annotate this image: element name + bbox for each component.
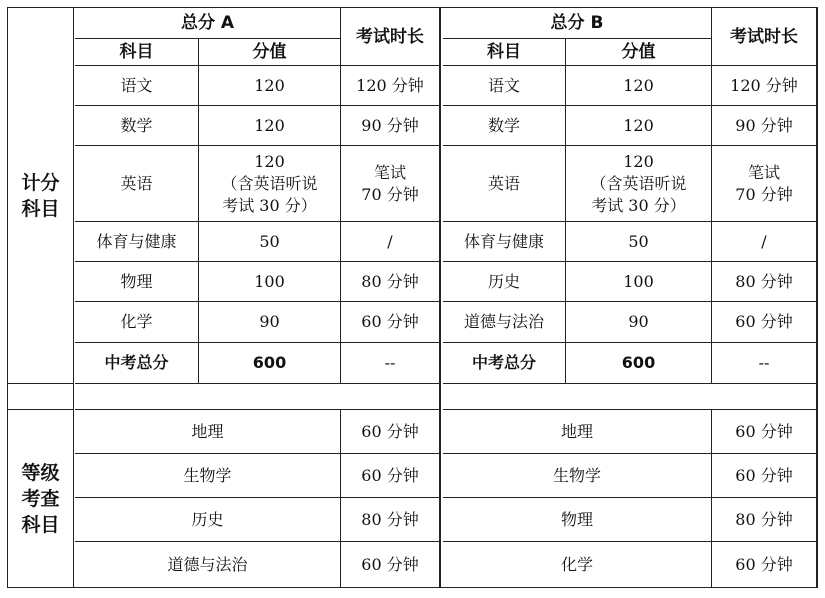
table_a-graded-duration: 60 分钟 bbox=[361, 465, 419, 485]
table_a-duration-line: 70 分钟 bbox=[361, 184, 419, 204]
table_a-graded-subject: 历史 bbox=[191, 509, 224, 529]
table_a-total-score: 600 bbox=[252, 353, 287, 372]
graded-label-line-3: 科目 bbox=[21, 513, 60, 536]
table_a-graded-duration-cell bbox=[341, 410, 440, 454]
table_b-graded-duration-cell bbox=[712, 542, 817, 587]
table_b-col-subject-text: 科目 bbox=[487, 42, 521, 62]
table_b-spacer-row bbox=[443, 384, 817, 410]
table_a-subject-cell bbox=[75, 222, 199, 262]
table_b-subject: 道德与法治 bbox=[463, 312, 544, 331]
table_b-duration: 80 分钟 bbox=[735, 271, 793, 291]
table_a-score-cell bbox=[199, 66, 341, 106]
table_b-col-score-text: 分值 bbox=[621, 42, 656, 62]
spacer-label-cell bbox=[8, 384, 74, 410]
table_b-duration-cell bbox=[712, 222, 817, 262]
table_b-graded-subject-cell bbox=[443, 410, 712, 454]
table_b-total-label: 中考总分 bbox=[471, 353, 536, 372]
table_b-score-line: 考试 30 分） bbox=[591, 195, 686, 215]
table_a-duration-cell bbox=[341, 302, 440, 343]
table_a-subject: 数学 bbox=[120, 115, 153, 135]
table_b-duration-line: 笔试 bbox=[747, 162, 780, 182]
table_a-subject-cell bbox=[75, 106, 199, 146]
table_b-title bbox=[443, 8, 712, 39]
table_a-col-duration-text: 考试时长 bbox=[356, 26, 424, 47]
table_a-duration-cell bbox=[341, 146, 440, 222]
table_a-title bbox=[75, 8, 341, 39]
table_b-graded-duration: 60 分钟 bbox=[735, 421, 793, 441]
table_a-subject: 物理 bbox=[120, 271, 153, 291]
table_a-score-line: （含英语听说 bbox=[221, 173, 318, 193]
table_b-subject: 数学 bbox=[487, 115, 520, 135]
table_a-graded-subject-cell bbox=[75, 410, 341, 454]
table_a-total-duration-cell bbox=[341, 343, 440, 384]
table_a-score-cell bbox=[199, 302, 341, 343]
table_b-graded-subject: 地理 bbox=[560, 421, 593, 441]
table_a-col-score-text: 分值 bbox=[252, 42, 287, 62]
table_b-score: 120 bbox=[623, 75, 654, 95]
scored-label-line-2: 科目 bbox=[21, 197, 60, 220]
table_a-score-line: 120 bbox=[254, 151, 285, 171]
table_a-score: 90 bbox=[259, 312, 280, 331]
table_a-subject-cell bbox=[75, 302, 199, 343]
table_b-score-cell bbox=[566, 262, 712, 302]
section-divider bbox=[440, 8, 442, 587]
table_a-score: 120 bbox=[254, 75, 285, 95]
table_b-score: 100 bbox=[623, 271, 654, 291]
table_a-graded-duration-cell bbox=[341, 454, 440, 498]
table_b-graded-duration: 60 分钟 bbox=[735, 465, 793, 485]
table_a-graded-duration-cell bbox=[341, 542, 440, 587]
table_a-graded-subject: 生物学 bbox=[183, 465, 232, 485]
table_b-total-duration-cell bbox=[712, 343, 817, 384]
table_b-score-cell bbox=[566, 302, 712, 343]
table_a-total-label-cell bbox=[75, 343, 199, 384]
table_a-title-text: 总分 A bbox=[180, 13, 235, 33]
table_b-duration-cell bbox=[712, 106, 817, 146]
table_a-score-cell bbox=[199, 262, 341, 302]
table_b-subject: 语文 bbox=[487, 75, 520, 95]
table_b-col-duration bbox=[712, 8, 817, 66]
scored-subjects-label bbox=[8, 8, 74, 384]
table_a-total-duration: -- bbox=[384, 353, 396, 372]
graded-label-line-2: 考查 bbox=[21, 487, 60, 510]
table_a-subject: 英语 bbox=[120, 173, 153, 193]
table_b-score-cell bbox=[566, 66, 712, 106]
table_b-subject: 英语 bbox=[487, 173, 520, 193]
table_b-graded-duration-cell bbox=[712, 454, 817, 498]
table_b-subject-cell bbox=[443, 146, 566, 222]
table_a-subject: 化学 bbox=[120, 312, 153, 331]
table_a-subject-cell bbox=[75, 66, 199, 106]
table_b-duration-line: 70 分钟 bbox=[735, 184, 793, 204]
table_b-subject-cell bbox=[443, 222, 566, 262]
table_a-duration: / bbox=[387, 231, 393, 251]
table_b-subject-cell bbox=[443, 106, 566, 146]
table_b-duration-cell bbox=[712, 302, 817, 343]
table_a-subject: 体育与健康 bbox=[96, 231, 177, 251]
table_a-score-line: 考试 30 分） bbox=[222, 195, 317, 215]
table_a-col-subject-text: 科目 bbox=[119, 42, 154, 62]
table_a-subject-cell bbox=[75, 262, 199, 302]
table_b-total-duration: -- bbox=[758, 353, 770, 372]
table_b-graded-subject: 生物学 bbox=[552, 465, 601, 485]
table_b-score: 50 bbox=[628, 231, 649, 251]
table_b-duration: 120 分钟 bbox=[730, 75, 798, 95]
table_b-duration-cell bbox=[712, 66, 817, 106]
table_b-subject: 体育与健康 bbox=[463, 231, 544, 251]
table_b-graded-subject: 化学 bbox=[560, 554, 593, 574]
table_b-subject-cell bbox=[443, 262, 566, 302]
table_a-score-cell bbox=[199, 222, 341, 262]
table_a-score: 50 bbox=[259, 231, 280, 251]
table_a-duration-line: 笔试 bbox=[373, 162, 406, 182]
table_b-graded-subject: 物理 bbox=[560, 509, 593, 529]
scored-label-line-1: 计分 bbox=[21, 171, 60, 194]
table_a-duration-cell bbox=[341, 262, 440, 302]
table_b-graded-duration-cell bbox=[712, 498, 817, 542]
table_a-score: 100 bbox=[254, 271, 285, 291]
table_b-col-score bbox=[566, 39, 712, 66]
table_a-graded-duration: 60 分钟 bbox=[361, 421, 419, 441]
table_b-total-score-cell bbox=[566, 343, 712, 384]
table_b-duration-cell bbox=[712, 146, 817, 222]
table_a-score-cell bbox=[199, 146, 341, 222]
graded-subjects-label bbox=[8, 410, 74, 587]
table_b-total-label-cell bbox=[443, 343, 566, 384]
table_b-subject: 历史 bbox=[487, 271, 520, 291]
table_b-total-score: 600 bbox=[621, 353, 656, 372]
table_b-score-cell bbox=[566, 222, 712, 262]
graded-label-line-1: 等级 bbox=[21, 461, 60, 484]
table_a-graded-subject-cell bbox=[75, 454, 341, 498]
table_a-total-score-cell bbox=[199, 343, 341, 384]
table_a-duration: 60 分钟 bbox=[361, 312, 419, 331]
table_b-duration: 60 分钟 bbox=[735, 312, 793, 331]
table_b-graded-duration-cell bbox=[712, 410, 817, 454]
table_a-spacer-row bbox=[75, 384, 440, 410]
table_b-score: 90 bbox=[628, 312, 649, 331]
table_b-graded-subject-cell bbox=[443, 498, 712, 542]
table_b-duration: 90 分钟 bbox=[735, 115, 793, 135]
table_a-duration-cell bbox=[341, 222, 440, 262]
table_a-score: 120 bbox=[254, 115, 285, 135]
table_a-subject-cell bbox=[75, 146, 199, 222]
table_a-duration-cell bbox=[341, 106, 440, 146]
table_a-graded-subject-cell bbox=[75, 542, 341, 587]
table_a-graded-subject: 道德与法治 bbox=[167, 554, 248, 574]
table_a-col-subject bbox=[75, 39, 199, 66]
table_b-score-line: 120 bbox=[623, 151, 654, 171]
table_b-score-line: （含英语听说 bbox=[590, 173, 687, 193]
table_a-graded-duration: 60 分钟 bbox=[361, 554, 419, 574]
table_a-graded-duration: 80 分钟 bbox=[361, 509, 419, 529]
table_b-graded-subject-cell bbox=[443, 454, 712, 498]
table_b-col-duration-text: 考试时长 bbox=[730, 26, 798, 47]
table_a-subject: 语文 bbox=[120, 75, 153, 95]
table_b-graded-subject-cell bbox=[443, 542, 712, 587]
table_a-total-label: 中考总分 bbox=[104, 353, 169, 372]
table_a-duration: 90 分钟 bbox=[361, 115, 419, 135]
table_b-graded-duration: 80 分钟 bbox=[735, 509, 793, 529]
table_b-score-cell bbox=[566, 106, 712, 146]
table_a-graded-duration-cell bbox=[341, 498, 440, 542]
table_b-duration: / bbox=[761, 231, 767, 251]
table_a-duration: 80 分钟 bbox=[361, 271, 419, 291]
table_a-duration-cell bbox=[341, 66, 440, 106]
table_a-graded-subject-cell bbox=[75, 498, 341, 542]
table_b-score: 120 bbox=[623, 115, 654, 135]
table_a-graded-subject: 地理 bbox=[191, 421, 224, 441]
table_b-graded-duration: 60 分钟 bbox=[735, 554, 793, 574]
table_a-col-duration bbox=[341, 8, 440, 66]
table_b-col-subject bbox=[443, 39, 566, 66]
table_b-subject-cell bbox=[443, 302, 566, 343]
table_a-col-score bbox=[199, 39, 341, 66]
table_b-score-cell bbox=[566, 146, 712, 222]
table_b-subject-cell bbox=[443, 66, 566, 106]
table_b-title-text: 总分 B bbox=[550, 13, 604, 33]
table_a-duration: 120 分钟 bbox=[356, 75, 424, 95]
table_a-score-cell bbox=[199, 106, 341, 146]
table_b-duration-cell bbox=[712, 262, 817, 302]
